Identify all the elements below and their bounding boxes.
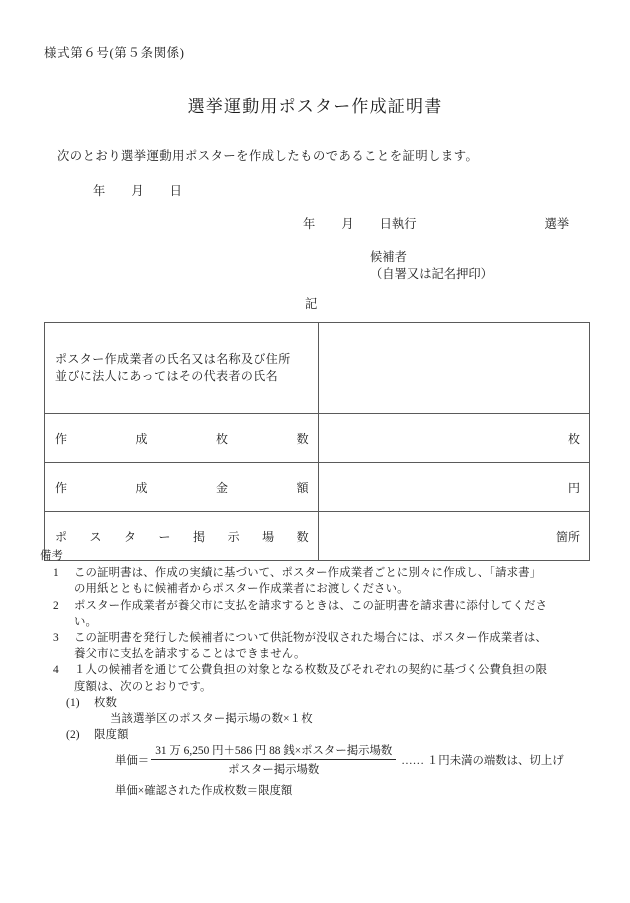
note-number-3: 3 (53, 632, 59, 645)
note-subitem-1 (40, 695, 600, 711)
blank-date-month: 月 (131, 184, 144, 198)
formula-denominator: ポスター掲示場数 (228, 764, 320, 776)
note-text-4-line1: １人の候補者を通じて公費負担の対象となる枚数及びそれぞれの契約に基づく公費負担の限 (74, 664, 548, 677)
row-unit-sheet-count: 枚 (567, 431, 580, 446)
note-item-2 (40, 598, 600, 630)
candidate-block (370, 249, 493, 283)
formula-unit-price (40, 742, 600, 777)
page-title: 選挙運動用ポスター作成証明書 (187, 97, 443, 116)
formula-block (40, 742, 600, 798)
intro-sentence: 次のとおり選挙運動用ポスターを作成したものであることを証明します。 (57, 149, 479, 163)
exec-year: 年 (303, 217, 316, 231)
table-row (45, 323, 590, 414)
business-name-line1: ポスター作成業者の氏名又は名称及び住所 (55, 352, 291, 366)
exec-day: 日執行 (379, 217, 417, 231)
blank-date-line (93, 181, 182, 199)
candidate-label: 候補者 (370, 250, 407, 264)
row-unit-board-count: 箇所 (555, 529, 580, 544)
note-number-4: 4 (53, 664, 59, 677)
board-count-label: ポスター掲示場数 (55, 529, 309, 544)
blank-date-year: 年 (93, 184, 106, 198)
sheet-count-label: 作成枚数 (55, 431, 309, 446)
note-item-1 (40, 565, 600, 597)
note-number-2: 2 (53, 599, 59, 612)
exec-month: 月 (341, 217, 354, 231)
formula-lhs: 単価＝ (115, 754, 150, 767)
election-label: 選挙 (544, 217, 570, 231)
note-text-1-line2: の用紙とともに候補者からポスター作成業者にお渡しください。 (74, 583, 409, 596)
note-text-3-line2: 養父市に支払を請求することはできません。 (74, 648, 306, 661)
notes-section (40, 548, 600, 743)
formula-numerator: 31 万 6,250 円＋586 円 88 銭×ポスター掲示場数 (151, 742, 396, 760)
note-text-2-line2: い。 (74, 615, 98, 628)
note-subitem-2 (40, 727, 600, 743)
note-item-3 (40, 630, 600, 662)
blank-date-day: 日 (169, 184, 182, 198)
table-row (45, 463, 590, 512)
note-subitem-1-label: 枚数 (94, 696, 118, 709)
note-text-3-line1: この証明書を発行した候補者について供託物が没収された場合には、ポスター作成業者は、 (74, 632, 547, 645)
candidate-signature-note: （自署又は記名押印） (370, 267, 493, 281)
note-subitem-2-label: 限度額 (94, 729, 129, 742)
note-subitem-1-detail: 当該選挙区のポスター掲示場の数×１枚 (110, 713, 313, 726)
amount-label: 作成金額 (55, 480, 309, 495)
note-text-2-line1: ポスター作成業者が養父市に支払を請求するときは、この証明書を請求書に添付してくださ (74, 599, 548, 612)
row-label-sheet-count (45, 414, 319, 463)
note-text-4-line2: 度額は、次のとおりです。 (74, 680, 212, 693)
row-label-amount (45, 463, 319, 512)
execution-date-line (303, 214, 569, 232)
row-value-business-name[interactable] (319, 323, 590, 414)
notes-heading: 備考 (40, 550, 64, 562)
row-value-amount[interactable] (319, 463, 590, 512)
business-name-line2: 並びに法人にあってはその代表者の氏名 (55, 369, 279, 383)
note-text-1-line1: この証明書は、作成の実績に基づいて、ポスター作成業者ごとに別々に作成し、「請求書」 (74, 567, 542, 580)
formula-limit-amount: 単価×確認された作成枚数＝限度額 (115, 785, 293, 797)
ki-mark: 記 (305, 297, 318, 311)
row-label-business-name (45, 323, 319, 414)
formula-tail-note: …… １円未満の端数は、切上げ (401, 754, 564, 767)
note-number-1: 1 (53, 567, 59, 580)
note-subitem-1-number: (1) (66, 696, 80, 709)
certificate-table (44, 322, 590, 561)
row-value-sheet-count[interactable] (319, 414, 590, 463)
form-code: 様式第６号(第５条関係) (44, 46, 185, 60)
note-subitem-2-number: (2) (66, 729, 80, 742)
note-item-4 (40, 662, 600, 694)
table-row (45, 414, 590, 463)
row-unit-amount: 円 (567, 480, 580, 495)
formula-fraction (151, 742, 396, 777)
